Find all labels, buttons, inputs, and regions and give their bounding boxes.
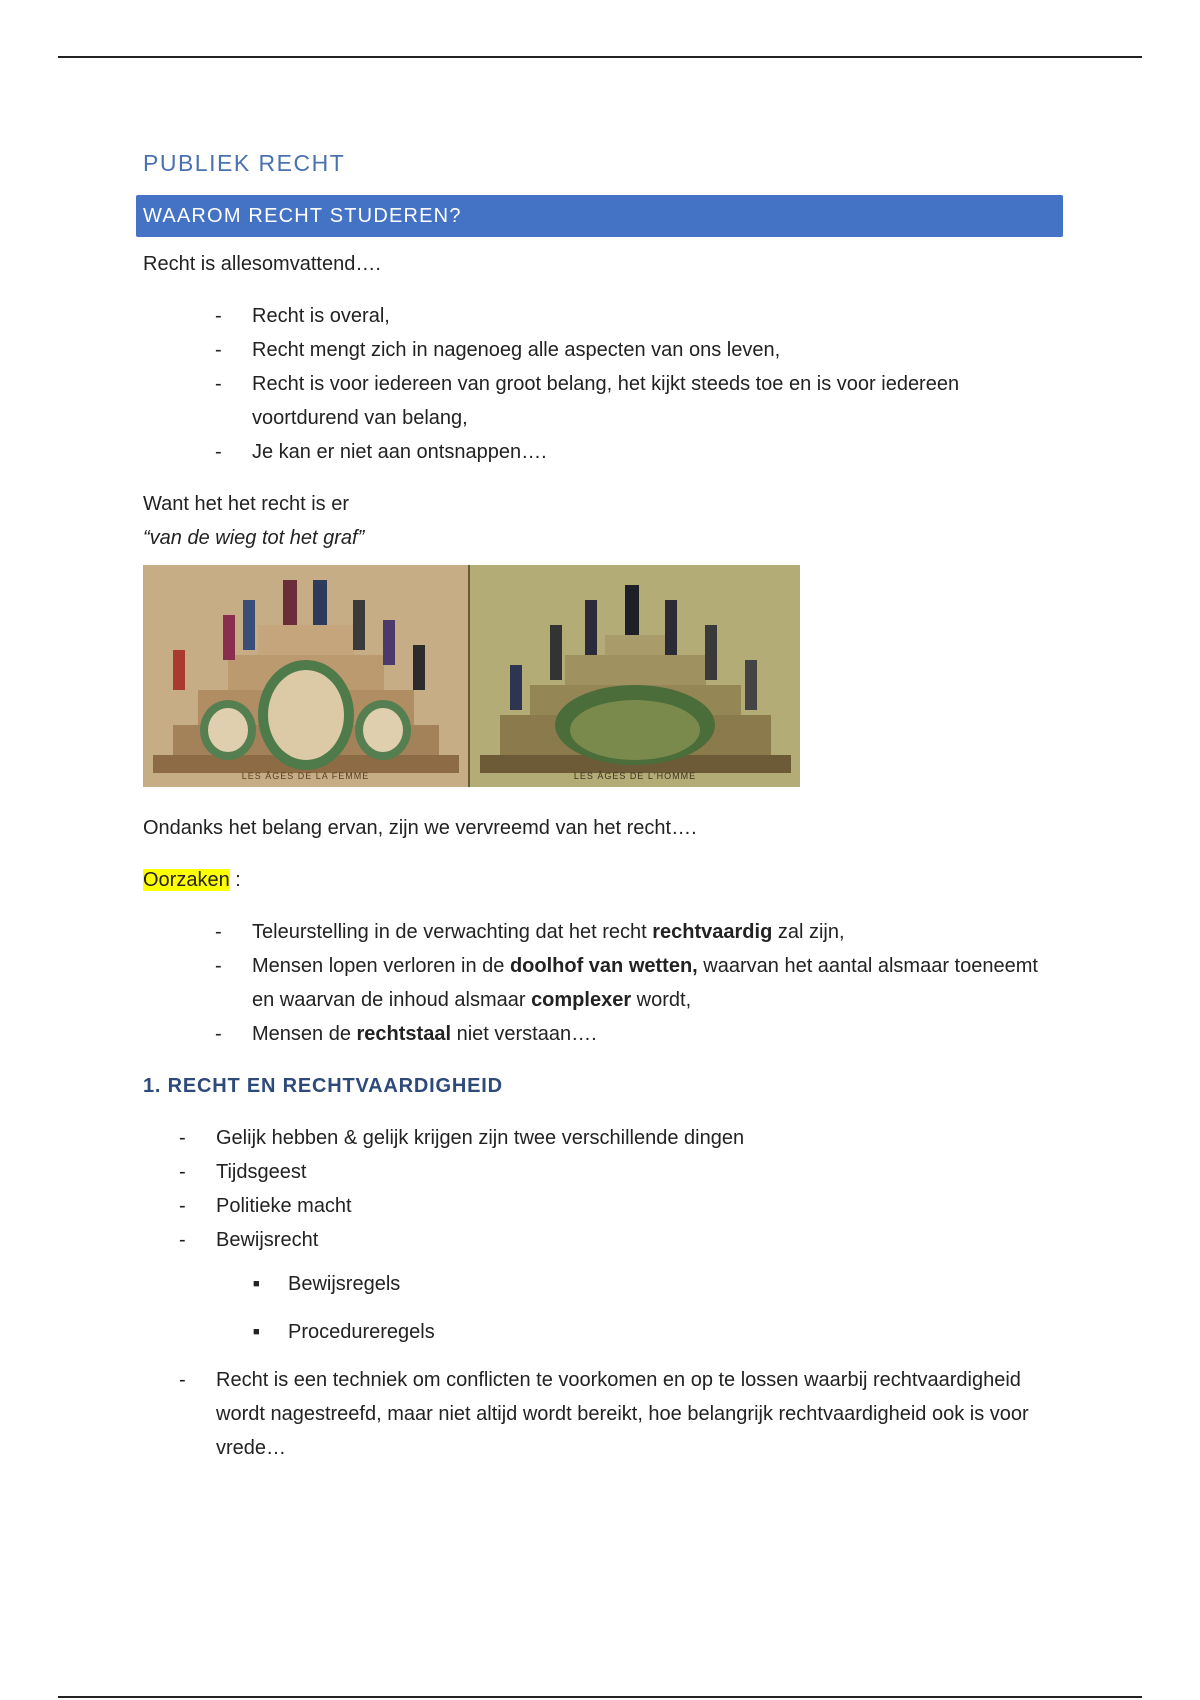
- list-item: - Bewijsrecht: [143, 1223, 1063, 1257]
- causes-colon: :: [229, 869, 241, 891]
- quote-lead: Want het het recht is er: [143, 493, 350, 515]
- causes-list: [143, 915, 1063, 1051]
- causes-line: [143, 863, 1063, 897]
- list-item: - Tijdsgeest: [143, 1155, 1063, 1189]
- intro-paragraph: Recht is allesomvattend….: [143, 253, 381, 275]
- list-item: - Mensen lopen verloren in de doolhof van wetten, waarvan het aantal alsmaar toeneemt en waarvan de inhoud alsmaar complexer wordt,: [143, 949, 1063, 1017]
- list-item: - Gelijk hebben & gelijk krijgen zijn twee verschillende dingen: [143, 1121, 1063, 1155]
- causes-label: Oorzaken: [143, 869, 230, 891]
- list-item: - Recht is een techniek om conflicten te voorkomen en op te lossen waarbij rechtvaardigheid wordt nagestreefd, maar niet altijd wordt bereikt, hoe belangrijk rechtvaardigheid ook is voor vrede…: [143, 1363, 1063, 1465]
- intro-list: [143, 299, 1063, 469]
- final-list: [143, 1363, 1063, 1465]
- ages-of-man-image: [468, 565, 800, 787]
- sub-list-item: ■ Bewijsregels: [143, 1267, 1063, 1301]
- footer-rule: [58, 1696, 1142, 1698]
- header-rule: [58, 56, 1142, 58]
- right-caption: LES ÂGES DE L'HOMME: [573, 771, 697, 781]
- page-title: PUBLIEK RECHT: [143, 150, 346, 176]
- list-item: - Teleurstelling in de verwachting dat het recht rechtvaardig zal zijn,: [143, 915, 1063, 949]
- alienation-paragraph: Ondanks het belang ervan, zijn we vervreemd van het recht….: [143, 817, 697, 839]
- section-1-list: [143, 1121, 1063, 1257]
- sub-list-item: ■ Procedureregels: [143, 1315, 1063, 1349]
- section-1-heading: 1. RECHT EN RECHTVAARDIGHEID: [143, 1075, 503, 1097]
- list-item: - Je kan er niet aan ontsnappen….: [143, 435, 1063, 469]
- ages-of-woman-drawing: [143, 565, 468, 787]
- list-item: - Recht is overal,: [143, 299, 1063, 333]
- left-caption: LES ÂGES DE LA FEMME: [241, 771, 370, 781]
- quote: “van de wieg tot het graf”: [143, 527, 365, 549]
- list-item: - Recht is voor iedereen van groot belang, het kijkt steeds toe en is voor iedereen voortdurend van belang,: [143, 367, 1063, 435]
- ages-of-life-illustration: [143, 565, 800, 787]
- list-item: - Recht mengt zich in nagenoeg alle aspecten van ons leven,: [143, 333, 1063, 367]
- list-item: - Politieke macht: [143, 1189, 1063, 1223]
- list-item: - Mensen de rechtstaal niet verstaan….: [143, 1017, 1063, 1051]
- ages-of-man-drawing: [470, 565, 800, 787]
- sub-list: [143, 1267, 1063, 1349]
- section-heading-bar: WAAROM RECHT STUDEREN?: [136, 195, 1063, 237]
- ages-of-woman-image: [143, 565, 468, 787]
- document-body: [143, 145, 1063, 1465]
